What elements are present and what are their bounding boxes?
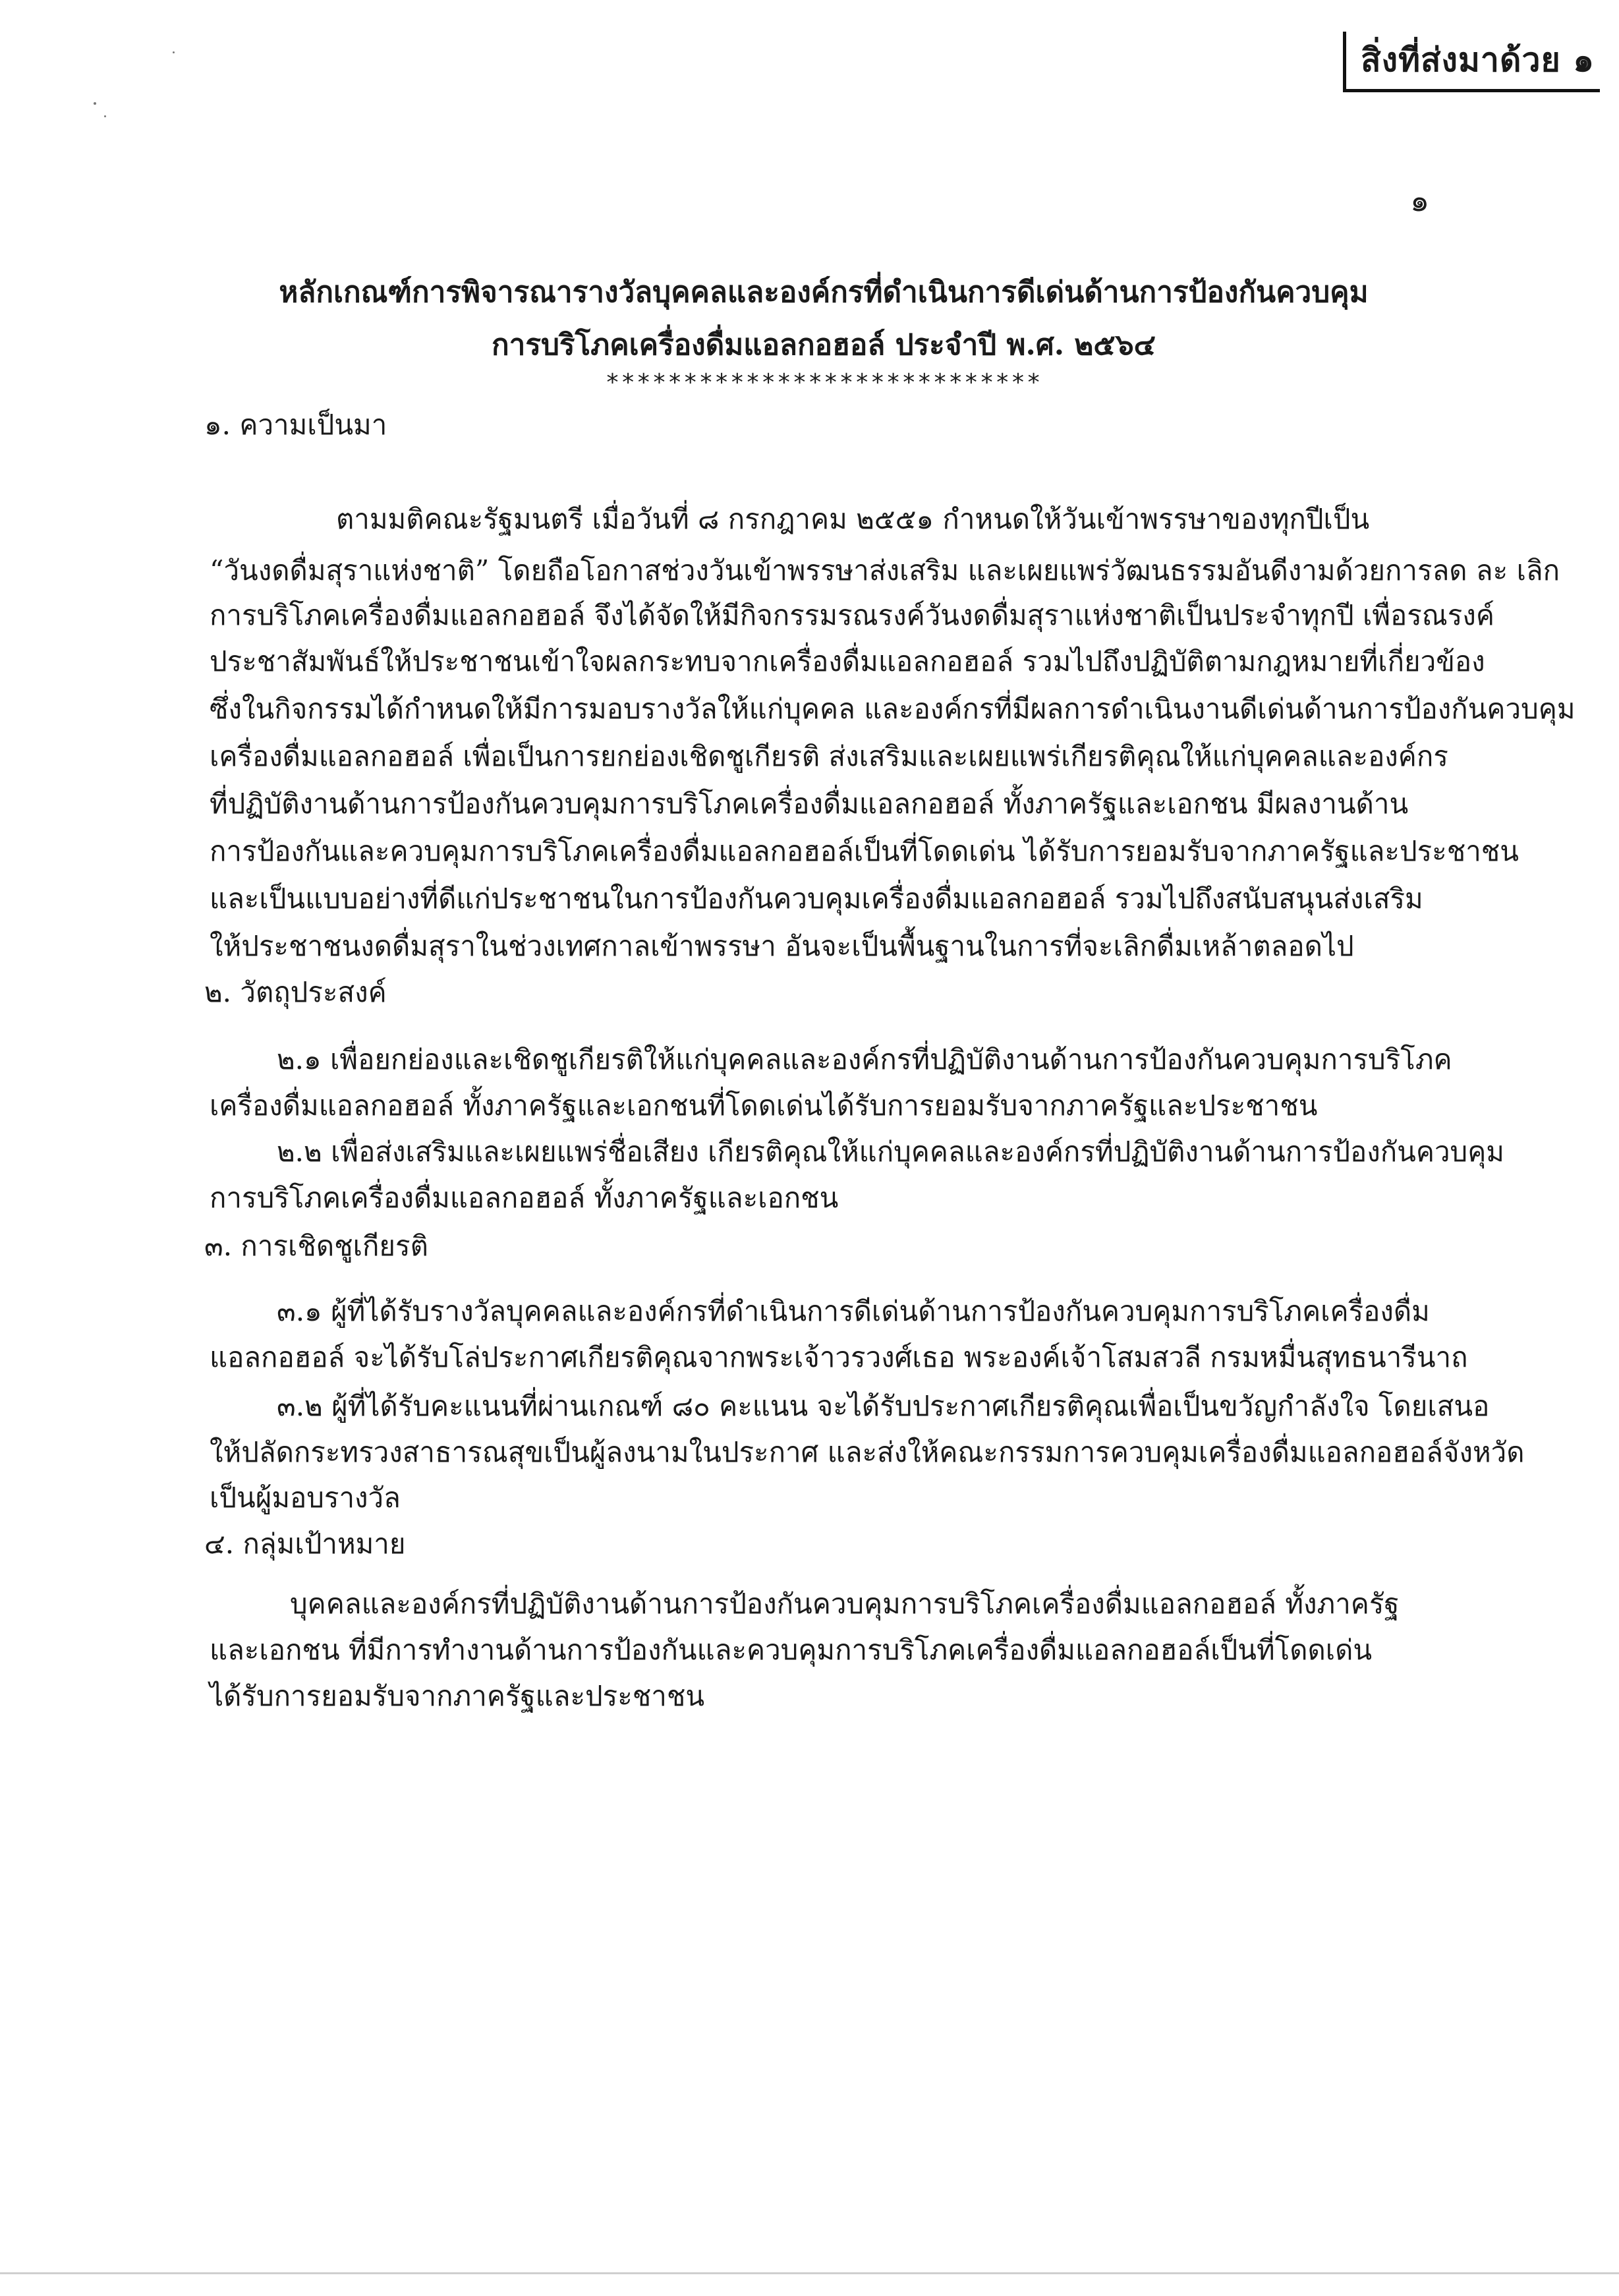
paragraph-line: ๒.๑ เพื่อยกย่องและเชิดชูเกียรติให้แก่บุคคลและองค์กรที่ปฏิบัติงานด้านการป้องกันควบคุมการบริโภค — [277, 1043, 1452, 1076]
paragraph-line: ซึ่งในกิจกรรมได้กำหนดให้มีการมอบรางวัลให้แก่บุคคล และองค์กรที่มีผลการดำเนินงานดีเด่นด้านการป้องกันควบคุม — [210, 693, 1576, 725]
section-4-heading: ๔. กลุ่มเป้าหมาย — [204, 1528, 406, 1560]
paragraph-line: เครื่องดื่มแอลกอฮอล์ เพื่อเป็นการยกย่องเชิดชูเกียรติ ส่งเสริมและเผยแพร่เกียรติคุณให้แก่บุคคลและองค์กร — [210, 740, 1448, 772]
paragraph-line: ตามมติคณะรัฐมนตรี เมื่อวันที่ ๘ กรกฎาคม ๒๕๕๑ กำหนดให้วันเข้าพรรษาของทุกปีเป็น — [336, 503, 1370, 535]
paragraph-line: การบริโภคเครื่องดื่มแอลกอฮอล์ ทั้งภาครัฐและเอกชน — [210, 1182, 839, 1214]
paragraph-line: เครื่องดื่มแอลกอฮอล์ ทั้งภาครัฐและเอกชนที่โดดเด่นได้รับการยอมรับจากภาครัฐและประชาชน — [210, 1089, 1318, 1122]
paragraph-line: ๓.๑ ผู้ที่ได้รับรางวัลบุคคลและองค์กรที่ดำเนินการดีเด่นด้านการป้องกันควบคุมการบริโภคเครื่องดื่ม — [277, 1295, 1430, 1327]
enclosure-box — [1343, 32, 1600, 92]
section-3-heading: ๓. การเชิดชูเกียรติ — [204, 1230, 428, 1262]
paragraph-line: การป้องกันและควบคุมการบริโภคเครื่องดื่มแอลกอฮอล์เป็นที่โดดเด่น ได้รับการยอมรับจากภาครัฐและประชาชน — [210, 835, 1520, 867]
title-separator: **************************** — [605, 369, 1042, 396]
page-number: ๑ — [1410, 183, 1430, 218]
document-title-line-1: หลักเกณฑ์การพิจารณารางวัลบุคคลและองค์กรที่ดำเนินการดีเด่นด้านการป้องกันควบคุม — [279, 275, 1369, 309]
paragraph-line: และเป็นแบบอย่างที่ดีแก่ประชาชนในการป้องกันควบคุมเครื่องดื่มแอลกอฮอล์ รวมไปถึงสนับสนุนส่งเสริม — [210, 882, 1423, 915]
scan-edge-line — [0, 2272, 1619, 2274]
paragraph-line: บุคคลและองค์กรที่ปฏิบัติงานด้านการป้องกันควบคุมการบริโภคเครื่องดื่มแอลกอฮอล์ ทั้งภาครัฐ — [290, 1588, 1400, 1620]
paragraph-line: การบริโภคเครื่องดื่มแอลกอฮอล์ จึงได้จัดให้มีกิจกรรมรณรงค์วันงดดื่มสุราแห่งชาติเป็นประจำทุกปี เพื่อรณรงค์ — [210, 599, 1494, 631]
paragraph-line: “วันงดดื่มสุราแห่งชาติ” โดยถือโอกาสช่วงวันเข้าพรรษาส่งเสริม และเผยแพร่วัฒนธรรมอันดีงามด้วยการลด ละ เลิก — [210, 554, 1560, 587]
section-2-heading: ๒. วัตถุประสงค์ — [204, 976, 387, 1008]
document-title-line-2: การบริโภคเครื่องดื่มแอลกอฮอล์ ประจำปี พ.ศ. ๒๕๖๔ — [492, 328, 1156, 362]
paragraph-line: ได้รับการยอมรับจากภาครัฐและประชาชน — [210, 1680, 705, 1712]
paragraph-line: ประชาสัมพันธ์ให้ประชาชนเข้าใจผลกระทบจากเครื่องดื่มแอลกอฮอล์ รวมไปถึงปฏิบัติตามกฎหมายที่เกี่ยวข้อง — [210, 645, 1485, 677]
scan-speck — [94, 102, 96, 105]
section-1-heading: ๑. ความเป็นมา — [204, 409, 387, 441]
paragraph-line: ๓.๒ ผู้ที่ได้รับคะแนนที่ผ่านเกณฑ์ ๘๐ คะแนน จะได้รับประกาศเกียรติคุณเพื่อเป็นขวัญกำลังใจ โดยเสนอ — [277, 1390, 1490, 1422]
paragraph-line: ให้ประชาชนงดดื่มสุราในช่วงเทศกาลเข้าพรรษา อันจะเป็นพื้นฐานในการที่จะเลิกดื่มเหล้าตลอดไป — [210, 930, 1354, 962]
enclosure-label: สิ่งที่ส่งมาด้วย ๑ — [1361, 41, 1595, 79]
paragraph-line: แอลกอฮอล์ จะได้รับโล่ประกาศเกียรติคุณจากพระเจ้าวรวงศ์เธอ พระองค์เจ้าโสมสวลี กรมหมื่นสุทธนารีนาถ — [210, 1341, 1468, 1373]
paragraph-line: ๒.๒ เพื่อส่งเสริมและเผยแพร่ชื่อเสียง เกียรติคุณให้แก่บุคคลและองค์กรที่ปฏิบัติงานด้านการป้องกันควบคุม — [277, 1135, 1504, 1168]
paragraph-line: และเอกชน ที่มีการทำงานด้านการป้องกันและควบคุมการบริโภคเครื่องดื่มแอลกอฮอล์เป็นที่โดดเด่น — [210, 1634, 1373, 1666]
paragraph-line: ที่ปฏิบัติงานด้านการป้องกันควบคุมการบริโภคเครื่องดื่มแอลกอฮอล์ ทั้งภาครัฐและเอกชน มีผลงานด้าน — [210, 788, 1409, 820]
paragraph-line: ให้ปลัดกระทรวงสาธารณสุขเป็นผู้ลงนามในประกาศ และส่งให้คณะกรรมการควบคุมเครื่องดื่มแอลกอฮอล์จังหวัด — [210, 1436, 1525, 1468]
paragraph-line: เป็นผู้มอบรางวัล — [210, 1481, 401, 1514]
scan-speck — [173, 51, 175, 53]
scan-speck — [104, 115, 106, 117]
